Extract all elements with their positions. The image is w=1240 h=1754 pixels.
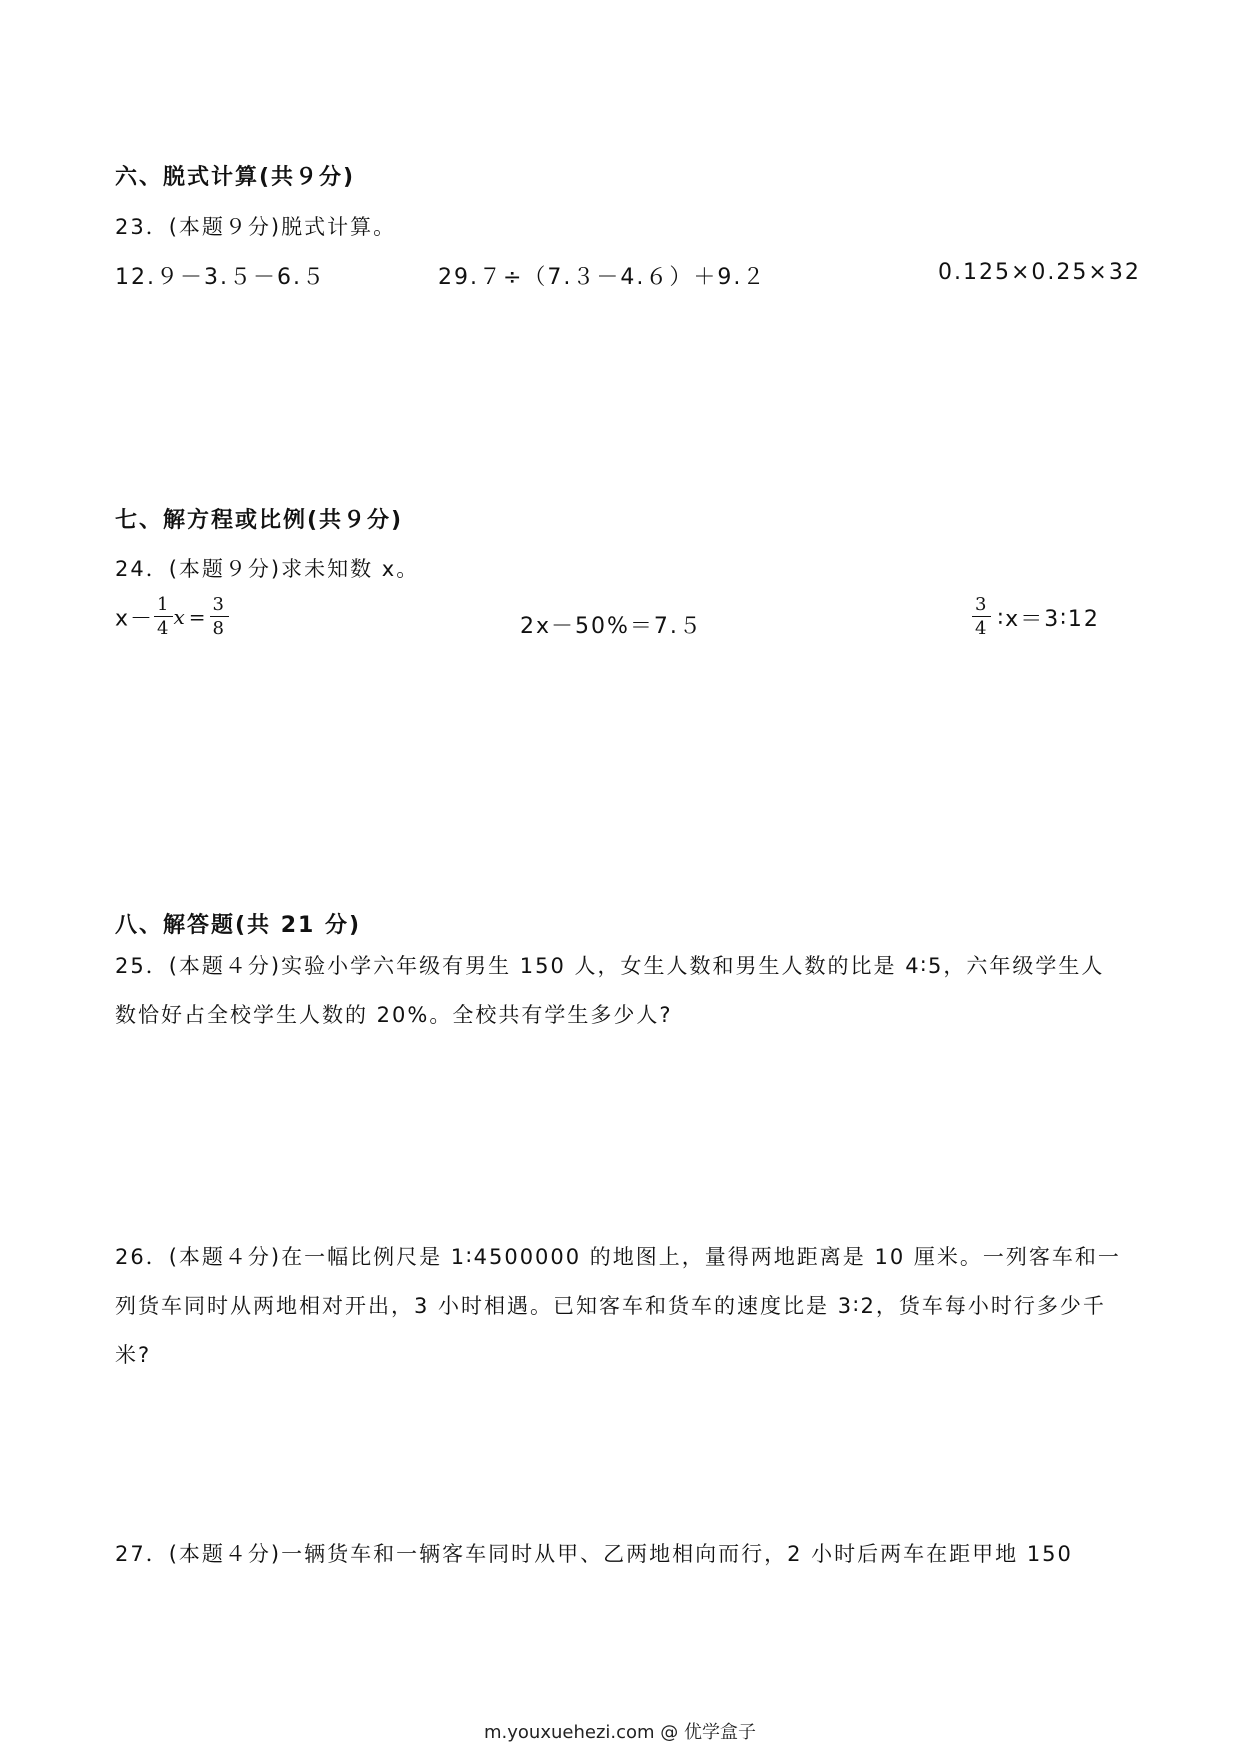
section-8-heading: 八、解答题(共 21 分) [115,913,362,938]
equation-1-variable: x [173,605,187,629]
question-26: 26．(本题４分)在一幅比例尺是 1∶4500000 的地图上，量得两地距离是 10 厘米。一列客车和一列货车同时从两地相对开出，3 小时相遇。已知客车和货车的速度比是 3∶2，货车每小时行多少千米? [115,1245,1121,1367]
fraction-denominator: 8 [212,618,226,639]
question-25: 25．(本题４分)实验小学六年级有男生 150 人，女生人数和男生人数的比是 4∶5，六年级学生人数恰好占全校学生人数的 20%。全校共有学生多少人? [115,954,1105,1027]
footer-watermark: m.youxuehezi.com @ 优学盒子 [484,1722,757,1743]
question-23-prompt: 23．(本题９分)脱式计算。 [115,215,397,239]
expression-2: 29.７÷（7.３－4.６）＋9.２ [438,265,767,290]
section-6-heading: 六、脱式计算(共９分) [115,165,356,190]
expression-3: 0.125×0.25×32 [938,260,1141,285]
fraction-numerator: 3 [210,596,229,617]
equation-1-fraction-1 [154,596,173,638]
equation-3-rest: ∶x＝3∶12 [997,606,1100,632]
equation-3 [972,596,1100,638]
equation-1-equals: = [188,605,208,629]
equation-1 [115,596,229,638]
equation-1-prefix: x－ [115,606,155,632]
section-7-heading: 七、解方程或比例(共９分) [115,508,404,533]
question-27: 27．(本题４分)一辆货车和一辆客车同时从甲、乙两地相向而行，2 小时后两车在距甲地 150 [115,1542,1073,1566]
expression-1: 12.９－3.５－6.５ [115,265,326,290]
question-24-prompt: 24．(本题９分)求未知数 x。 [115,557,420,581]
fraction-numerator: 3 [972,596,991,617]
equation-3-fraction [972,596,991,638]
equation-1-fraction-2 [210,596,229,638]
equation-2: 2x－50%＝7.５ [520,614,703,639]
fraction-denominator: 4 [975,618,989,639]
fraction-denominator: 4 [157,618,171,639]
fraction-numerator: 1 [154,596,173,617]
